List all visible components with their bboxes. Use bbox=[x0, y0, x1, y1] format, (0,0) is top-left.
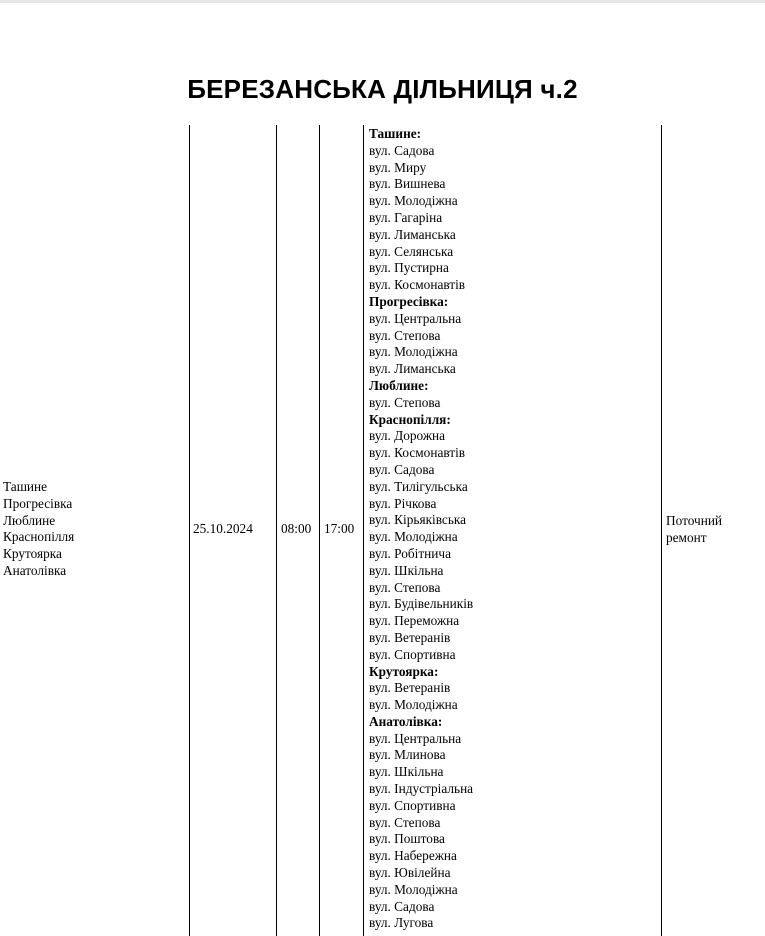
street-item: вул. Робітнича bbox=[369, 545, 451, 561]
street-item: вул. Пустирна bbox=[369, 260, 449, 276]
street-item: вул. Центральна bbox=[369, 310, 462, 326]
street-item: вул. Миру bbox=[369, 159, 427, 175]
street-item: вул. Млинова bbox=[369, 747, 446, 763]
street-item: вул. Садова bbox=[369, 461, 435, 477]
street-item: вул. Молодіжна bbox=[369, 344, 458, 360]
street-item: вул. Степова bbox=[369, 579, 441, 595]
street-item: вул. Космонавтів bbox=[369, 277, 466, 293]
street-item: вул. Ветеранів bbox=[369, 680, 451, 696]
street-item: вул. Кірьяківська bbox=[369, 512, 467, 528]
street-item: вул. Спортивна bbox=[369, 797, 456, 813]
table-column-divider bbox=[661, 125, 662, 936]
locality-group-heading: Прогресівка: bbox=[369, 293, 449, 309]
street-item: вул. Лугова bbox=[369, 915, 434, 931]
street-item: вул. Річкова bbox=[369, 495, 437, 511]
locality-name: Краснопілля bbox=[3, 529, 75, 545]
outage-end-time: 17:00 bbox=[324, 521, 355, 536]
locality-group-heading: Краснопілля: bbox=[369, 411, 451, 427]
street-item: вул. Селянська bbox=[369, 243, 454, 259]
page-title: БЕРЕЗАНСЬКА ДІЛЬНИЦЯ ч.2 bbox=[187, 74, 578, 104]
street-item: вул. Дорожна bbox=[369, 428, 446, 444]
street-item: вул. Будівельників bbox=[369, 596, 474, 612]
street-item: вул. Молодіжна bbox=[369, 697, 458, 713]
street-item: вул. Ювілейна bbox=[369, 865, 451, 881]
street-item: вул. Молодіжна bbox=[369, 529, 458, 545]
localities-cell bbox=[3, 479, 74, 580]
work-type-line: ремонт bbox=[666, 529, 707, 545]
street-item: вул. Степова bbox=[369, 814, 441, 830]
locality-name: Ташине bbox=[3, 479, 48, 494]
street-item: вул. Ветеранів bbox=[369, 629, 451, 645]
table-column-divider bbox=[189, 125, 190, 936]
work-type-line: Поточний bbox=[666, 513, 723, 528]
outage-date: 25.10.2024 bbox=[193, 521, 253, 536]
locality-group-heading: Люблине: bbox=[369, 377, 429, 393]
street-item: вул. Гагаріна bbox=[369, 209, 443, 225]
street-item: вул. Степова bbox=[369, 327, 441, 343]
street-item: вул. Переможна bbox=[369, 613, 460, 629]
street-item: вул. Космонавтів bbox=[369, 445, 466, 461]
street-item: вул. Садова bbox=[369, 898, 435, 914]
street-item: вул. Лиманська bbox=[369, 361, 456, 377]
street-item: вул. Лиманська bbox=[369, 226, 456, 242]
street-item: вул. Поштова bbox=[369, 831, 445, 847]
work-type-cell bbox=[666, 513, 722, 547]
locality-group-heading: Анатолівка: bbox=[369, 713, 443, 729]
locality-name: Крутоярка bbox=[3, 546, 62, 562]
table-column-divider bbox=[363, 125, 364, 936]
outage-start-time: 08:00 bbox=[281, 521, 312, 536]
street-item: вул. Тилігульська bbox=[369, 478, 468, 494]
locality-name: Прогресівка bbox=[3, 495, 73, 511]
locality-name: Анатолівка bbox=[3, 562, 67, 578]
street-item: вул. Степова bbox=[369, 394, 441, 410]
table-column-divider bbox=[276, 125, 277, 936]
street-item: вул. Спортивна bbox=[369, 646, 456, 662]
page-top-edge bbox=[0, 0, 765, 3]
street-item: вул. Молодіжна bbox=[369, 881, 458, 897]
street-item: вул. Шкільна bbox=[369, 562, 444, 578]
street-item: вул. Садова bbox=[369, 142, 435, 158]
locality-name: Люблине bbox=[3, 512, 56, 528]
locality-group-heading: Ташине: bbox=[369, 126, 422, 141]
table-column-divider bbox=[319, 125, 320, 936]
street-item: вул. Центральна bbox=[369, 730, 462, 746]
street-item: вул. Вишнева bbox=[369, 176, 446, 192]
streets-cell bbox=[369, 126, 473, 932]
street-item: вул. Шкільна bbox=[369, 764, 444, 780]
street-item: вул. Набережна bbox=[369, 848, 457, 864]
street-item: вул. Молодіжна bbox=[369, 193, 458, 209]
street-item: вул. Індустріальна bbox=[369, 781, 474, 797]
locality-group-heading: Крутоярка: bbox=[369, 663, 439, 679]
